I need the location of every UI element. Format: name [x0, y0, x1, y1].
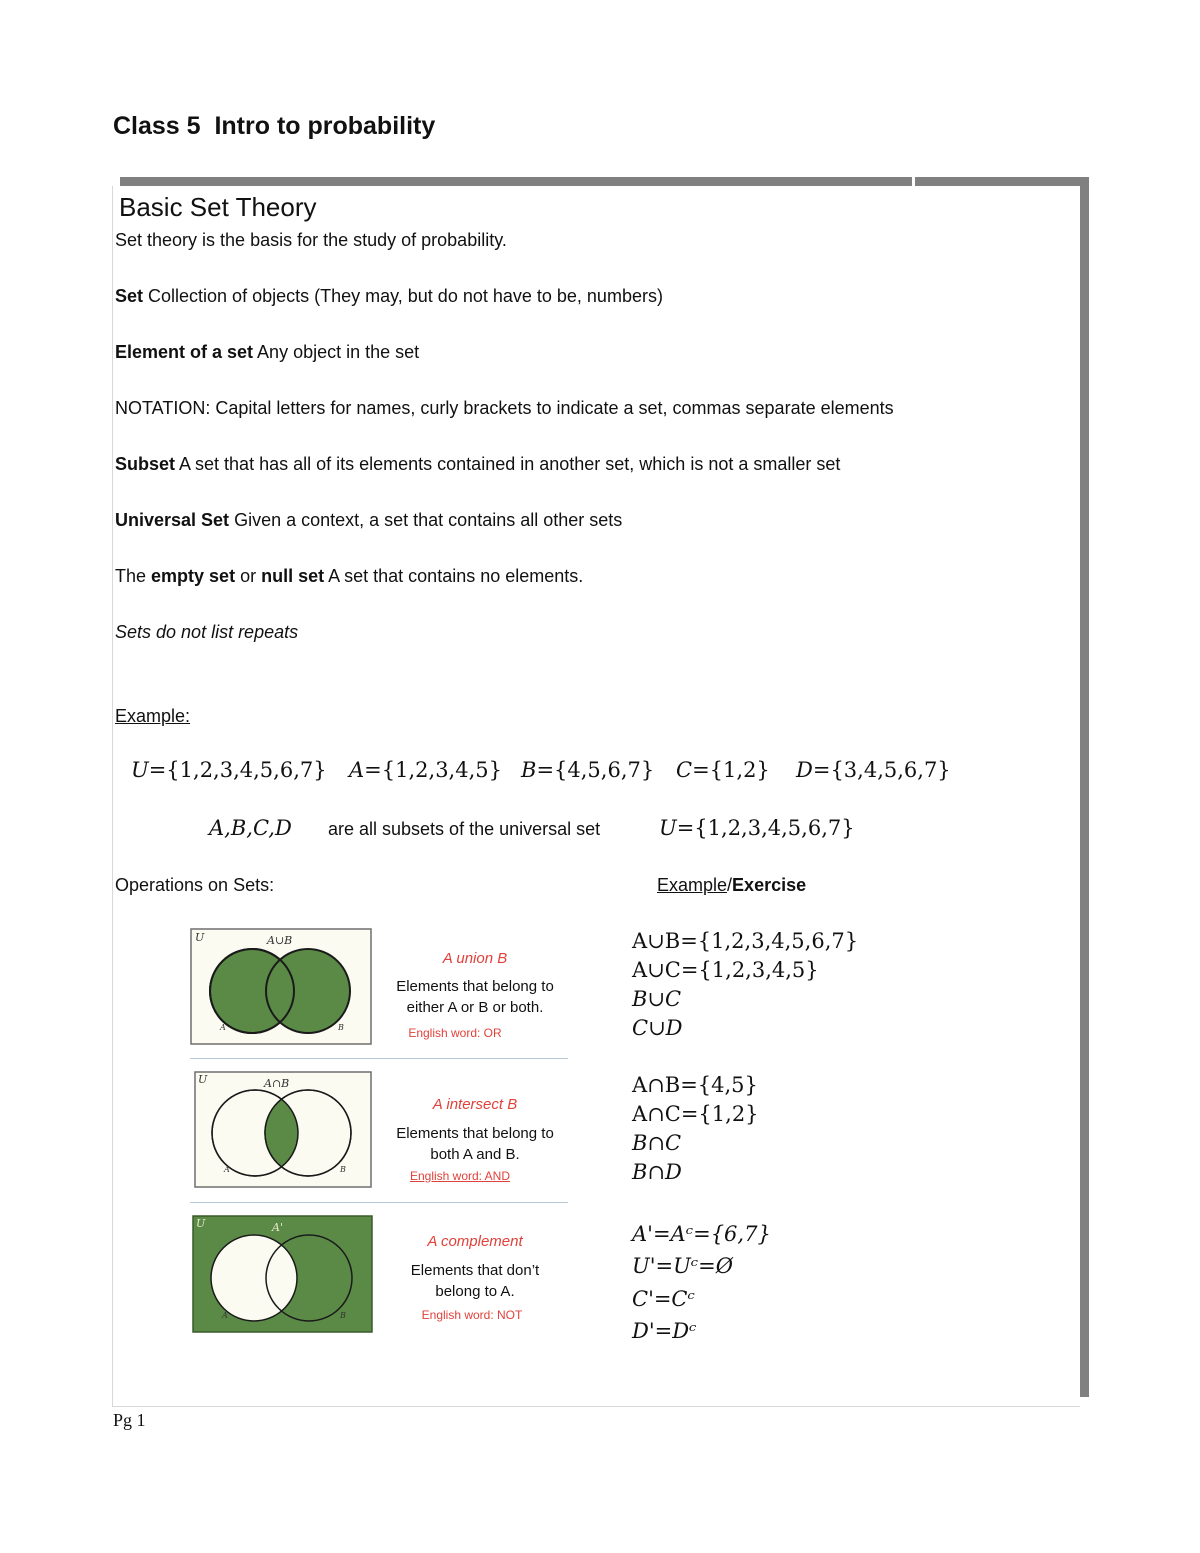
- set-name: U: [659, 816, 677, 840]
- venn-a-label: A: [220, 1023, 226, 1032]
- intersect-title: A intersect B: [432, 1096, 518, 1113]
- empty-mid: or: [235, 566, 262, 586]
- intro-text: Set theory is the basis for the study of probability.: [115, 230, 507, 250]
- set-value: ={1,2,3,4,5,6,7}: [676, 816, 855, 840]
- intersect-example-4: B∩D: [632, 1160, 682, 1184]
- union-example-2: A∪C={1,2,3,4,5}: [632, 958, 819, 982]
- text-universal: Given a context, a set that contains all other sets: [229, 510, 623, 530]
- venn-b-label: B: [338, 1023, 344, 1032]
- intersect-example-2: A∩C={1,2}: [632, 1102, 759, 1126]
- intersect-example-1: A∩B={4,5}: [632, 1073, 758, 1097]
- set-value: ={3,4,5,6,7}: [812, 758, 951, 782]
- term-subset: Subset: [115, 454, 176, 474]
- example-label: Example:: [115, 706, 191, 726]
- intersect-english: English word: AND: [409, 1169, 511, 1183]
- term-universal: Universal Set: [115, 510, 230, 530]
- venn-b-label: B: [340, 1311, 346, 1320]
- text-empty: A set that contains no elements.: [324, 566, 584, 586]
- notation-text: NOTATION: Capital letters for names, curly brackets to indicate a set, commas separate elements: [115, 398, 894, 418]
- term-element: Element of a set: [115, 342, 254, 362]
- venn-set-label: A': [272, 1221, 283, 1234]
- venn-set-label: A∩B: [264, 1077, 290, 1090]
- complement-example-1: A'=Aᶜ={6,7}: [632, 1222, 771, 1246]
- intersect-example-3: B∩C: [632, 1131, 682, 1155]
- venn-a-label: A: [222, 1311, 228, 1320]
- section-title: Basic Set Theory: [119, 192, 317, 222]
- subset-line-sets: A,B,C,D: [209, 816, 292, 840]
- definition-subset: [115, 454, 840, 475]
- set-name: B: [521, 758, 537, 782]
- venn-intersect-diagram: [194, 1071, 372, 1188]
- venn-u-label: U: [196, 1217, 206, 1230]
- complement-desc-2: belong to A.: [435, 1283, 515, 1300]
- union-title: A union B: [442, 950, 508, 967]
- definition-empty-set: [115, 566, 583, 587]
- definition-universal: [115, 510, 622, 531]
- complement-example-4: D'=Dᶜ: [632, 1319, 697, 1343]
- venn-set-label: A∪B: [267, 934, 293, 947]
- intersect-desc-2: both A and B.: [430, 1146, 520, 1163]
- frame-bottom-border: [112, 1406, 1080, 1407]
- frame-top-gap: [912, 177, 915, 186]
- text-set: Collection of objects (They may, but do not have to be, numbers): [143, 286, 663, 306]
- exercise-label-example: Example: [657, 875, 728, 895]
- subset-line-universal: [659, 816, 855, 840]
- term-null-set: null set: [261, 566, 325, 586]
- union-example-4: C∪D: [632, 1016, 683, 1040]
- term-set: Set: [115, 286, 144, 306]
- complement-english: English word: NOT: [421, 1308, 523, 1322]
- example-set-u: [131, 758, 327, 782]
- venn-complement-diagram: [192, 1215, 373, 1333]
- text-subset: A set that has all of its elements contained in another set, which is not a smaller set: [175, 454, 841, 474]
- text-element: Any object in the set: [253, 342, 420, 362]
- example-set-a: [349, 758, 502, 782]
- exercise-label-sep: /: [727, 875, 733, 895]
- definition-set: [115, 286, 663, 307]
- set-name: D: [796, 758, 813, 782]
- operations-label: Operations on Sets:: [115, 875, 275, 895]
- subset-line-text: are all subsets of the universal set: [328, 819, 601, 839]
- term-empty-set: empty set: [151, 566, 236, 586]
- union-example-3: B∪C: [632, 987, 682, 1011]
- venn-a-label: A: [224, 1165, 230, 1174]
- frame-left-border: [112, 186, 113, 1406]
- document-title: Class 5 Intro to probability: [113, 112, 436, 140]
- set-value: ={1,2,3,4,5}: [364, 758, 502, 782]
- repeats-note: Sets do not list repeats: [115, 622, 299, 642]
- example-set-c: [676, 758, 770, 782]
- union-desc-2: either A or B or both.: [406, 999, 544, 1016]
- set-name: U: [131, 758, 149, 782]
- frame-top-border: [120, 177, 1089, 186]
- example-set-d: [796, 758, 951, 782]
- venn-u-label: U: [198, 1073, 208, 1086]
- frame-right-border: [1080, 177, 1089, 1397]
- definition-element: [115, 342, 419, 363]
- set-value: ={4,5,6,7}: [536, 758, 655, 782]
- union-example-1: A∪B={1,2,3,4,5,6,7}: [632, 929, 859, 953]
- exercise-label: [657, 875, 806, 896]
- exercise-label-exercise: Exercise: [732, 875, 807, 895]
- set-name: A: [349, 758, 365, 782]
- page-number: Pg 1: [113, 1410, 146, 1430]
- divider-1: [190, 1058, 568, 1059]
- divider-2: [190, 1202, 568, 1203]
- complement-title: A complement: [427, 1233, 523, 1250]
- venn-u-label: U: [195, 931, 205, 944]
- intersect-desc-1: Elements that belong to: [396, 1125, 554, 1142]
- complement-desc-1: Elements that don’t: [410, 1262, 540, 1279]
- complement-example-2: U'=Uᶜ=Ø: [632, 1254, 733, 1278]
- set-value: ={1,2}: [692, 758, 770, 782]
- union-desc-1: Elements that belong to: [396, 978, 554, 995]
- venn-union-diagram: [190, 928, 372, 1045]
- set-value: ={1,2,3,4,5,6,7}: [148, 758, 327, 782]
- venn-b-label: B: [340, 1165, 346, 1174]
- set-name: C: [676, 758, 693, 782]
- empty-prefix: The: [115, 566, 152, 586]
- union-english: English word: OR: [408, 1026, 502, 1040]
- example-set-b: [521, 758, 654, 782]
- complement-example-3: C'=Cᶜ: [632, 1287, 695, 1311]
